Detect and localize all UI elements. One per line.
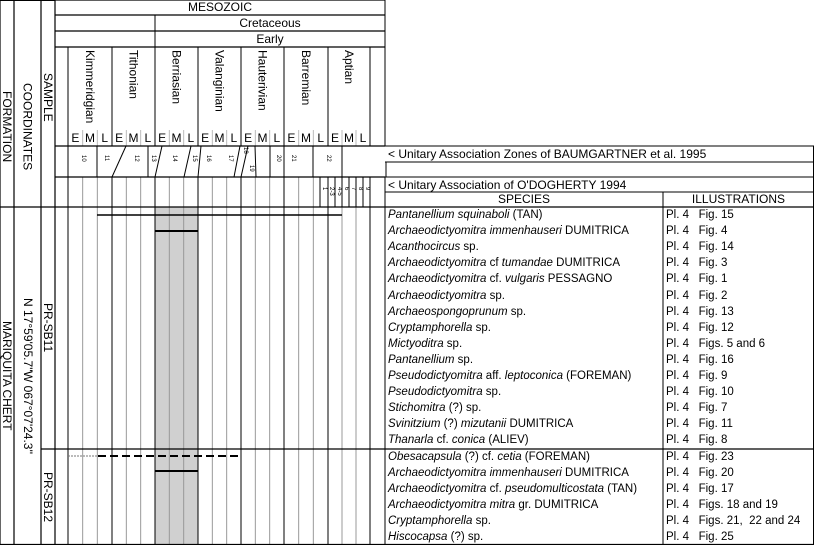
illustration-ref: Pl. 4 Fig. 12 (666, 321, 734, 334)
species-italic: cetia (497, 451, 522, 463)
species-name (388, 288, 505, 304)
species-author: gr. DUMITRICA (515, 499, 599, 511)
species-author: (?) (440, 418, 461, 431)
odogherty-zone-label: 7 (350, 187, 356, 191)
illustration-ref: Pl. 4 Fig. 9 (666, 370, 728, 382)
species-name (388, 336, 462, 352)
species-italic: Pseudodictyomitra (388, 370, 483, 382)
substage-E: E (201, 131, 210, 145)
substage-E: E (115, 131, 124, 145)
species-name (388, 239, 479, 255)
illustration-ref: Pl. 4 Fig. 4 (666, 225, 728, 238)
species-italic: Archaeodictyomitra (388, 273, 487, 286)
period-label: Cretaceous (239, 16, 301, 30)
species-name (388, 368, 631, 384)
species-author: (?) sp. (447, 531, 484, 543)
formation-header: FORMATION (0, 91, 14, 163)
odogherty-zone-label: 4-5 (336, 187, 342, 196)
illustration-ref: Pl. 4 Fig. 11 (666, 418, 733, 431)
baumgartner-legend: < Unitary Association Zones of BAUMGARTNER et al. 1995 (388, 147, 707, 161)
species-author: DUMITRICA (561, 225, 629, 238)
sample-label: PR-SB12 (41, 471, 55, 523)
species-name (388, 352, 473, 368)
species-author: cf. (433, 434, 452, 447)
species-italic: Pantanellium (388, 353, 455, 366)
sample-header: SAMPLE (41, 72, 55, 122)
species-italic: mizutanii (460, 418, 507, 431)
species-author: (TAN) (509, 209, 543, 221)
substage-M: M (84, 131, 95, 145)
coordinates-value (14, 207, 41, 545)
species-author: sp. (443, 337, 463, 350)
substage-L: L (273, 131, 281, 145)
species-name (388, 223, 629, 239)
species-name (388, 449, 590, 465)
substage-M: M (171, 131, 182, 145)
species-italic: Archaeodictyomitra mitra (388, 499, 516, 511)
illustration-ref: Pl. 4 Fig. 3 (666, 257, 728, 270)
baumgartner-zone-label: 16 (205, 155, 211, 162)
stage-hauterivian: Hauterivian (255, 50, 270, 111)
species-name (388, 497, 598, 513)
species-italic: Hiscocapsa (388, 531, 448, 543)
species-name (388, 255, 620, 271)
species-author: sp. (482, 386, 502, 399)
baumgartner-zone-label: 10 (80, 155, 86, 162)
species-author: cf (486, 257, 502, 270)
substage-E: E (287, 131, 296, 145)
substage-L: L (101, 131, 108, 145)
species-author: sp. (472, 515, 491, 527)
baumgartner-zone-label: 11 (103, 155, 109, 162)
stage-barremian: Barremian (299, 50, 313, 106)
illustration-ref: Pl. 4 Fig. 15 (666, 209, 734, 221)
species-author: sp. (486, 289, 505, 302)
species-name (388, 481, 637, 497)
illustration-ref: Pl. 4 Fig. 13 (666, 305, 734, 318)
baumgartner-zone-label: 21 (290, 155, 296, 162)
substage-L: L (144, 131, 152, 145)
stage-kimmeridgian: Kimmeridgian (83, 50, 97, 124)
species-italic: Pantanellium squinaboli (388, 209, 510, 221)
baumgartner-zone-label: 20 (275, 155, 281, 162)
species-italic: Cryptamphorella (388, 515, 473, 527)
baumgartner-zone-label: 15 (191, 155, 197, 162)
species-italic: pseudomulticostata (504, 483, 605, 495)
baumgartner-zone-label: 22 (325, 155, 331, 162)
substage-M: M (128, 131, 139, 145)
odogherty-zone-label: 2-3 (328, 187, 334, 196)
substage-E: E (330, 131, 339, 145)
baumgartner-zone-label: 17 (227, 155, 233, 162)
stage-berriasian: Berriasian (169, 50, 184, 105)
stage-aptian: Aptian (342, 50, 356, 85)
species-italic: Acanthocircus (388, 241, 461, 254)
substage-L: L (230, 131, 238, 145)
coord-n: N 17°59'05.7'' (21, 297, 35, 372)
coord-w: W 067°07'24.3'' (21, 371, 35, 455)
species-italic: Archaeodictyomitra (388, 257, 487, 270)
species-italic: tumandae (501, 257, 553, 270)
species-italic: Archaeodictyomitra immenhauseri (388, 467, 562, 479)
illustration-ref: Pl. 4 Fig. 20 (666, 467, 734, 479)
species-italic: conica (451, 434, 486, 447)
illustration-ref: Pl. 4 Figs. 21, 22 and 24 (666, 515, 801, 527)
illustration-ref: Pl. 4 Fig. 14 (666, 241, 734, 254)
species-author: (ALIEV) (485, 434, 529, 447)
species-author: (FOREMAN) (562, 370, 632, 382)
zone-boundary (255, 146, 256, 177)
species-author: sp. (454, 353, 474, 366)
species-author: aff. (482, 370, 505, 382)
species-name (388, 432, 529, 448)
illustrations-header: ILLUSTRATIONS (691, 192, 786, 206)
odogherty-zone-label: 8 (357, 187, 363, 191)
species-name (388, 207, 542, 223)
species-italic: Cryptamphorella (388, 321, 473, 334)
substage-L: L (359, 131, 367, 145)
odogherty-zone-label: 1 (321, 187, 327, 191)
species-italic: Thanarla (388, 434, 434, 447)
species-author: (TAN) (604, 483, 638, 495)
species-name (388, 465, 629, 481)
species-name (388, 320, 491, 336)
odogherty-zone-label: 9 (364, 187, 370, 191)
illustration-ref: Pl. 4 Fig. 17 (666, 483, 734, 495)
illustration-ref: Pl. 4 Fig. 16 (666, 353, 734, 366)
species-author: cf. (486, 273, 505, 286)
zone-boundary (234, 146, 240, 177)
sample-label: PR-SB11 (41, 303, 55, 353)
coordinates-header: COORDINATES (20, 83, 35, 171)
species-author: (FOREMAN) (521, 451, 590, 463)
substage-E: E (71, 131, 80, 145)
stage-valanginian: Valanginian (212, 50, 227, 112)
species-author: DUMITRICA (552, 257, 621, 270)
substage-L: L (187, 131, 195, 145)
species-italic: Pseudodictyomitra (388, 386, 483, 399)
species-italic: Obesacapsula (388, 451, 462, 463)
illustration-ref: Pl. 4 Fig. 7 (666, 402, 728, 415)
species-italic: Archaeodictyomitra (388, 483, 487, 495)
baumgartner-zone-label: 12 (133, 155, 139, 162)
species-author: sp. (460, 241, 479, 254)
stage-tithonian: Tithonian (126, 50, 141, 99)
species-author: DUMITRICA (561, 467, 629, 479)
species-italic: Archaeodictyomitra immenhauseri (388, 225, 562, 238)
illustration-ref: Pl. 4 Fig. 23 (666, 451, 734, 463)
epoch-label: Early (256, 32, 284, 46)
substage-M: M (257, 131, 268, 145)
illustration-ref: Pl. 4 Figs. 5 and 6 (666, 337, 766, 350)
species-italic: vulgaris (504, 273, 545, 286)
illustration-ref: Pl. 4 Fig. 1 (666, 273, 728, 286)
era-label: MESOZOIC (187, 0, 252, 14)
illustration-ref: Pl. 4 Fig. 25 (666, 531, 734, 543)
baumgartner-zone-label: 18 (242, 147, 248, 154)
zone-boundary (112, 146, 126, 177)
odogherty-legend: < Unitary Association of O'DOGHERTY 1994 (388, 178, 627, 192)
species-name (388, 271, 612, 287)
formation-name: MARIQUITA CHERT (0, 321, 14, 431)
species-italic: Stichomitra (388, 402, 446, 415)
substage-L: L (317, 131, 324, 145)
species-author: cf. (486, 483, 505, 495)
illustration-ref: Pl. 4 Fig. 2 (666, 289, 728, 302)
species-author: PESSAGNO (544, 273, 613, 286)
species-name (388, 529, 483, 545)
zone-boundary (155, 146, 162, 177)
species-author: sp. (507, 305, 527, 318)
species-author: (?) sp. (445, 402, 482, 415)
species-italic: Archaeospongoprunum (388, 305, 508, 318)
species-name (388, 416, 573, 432)
substage-M: M (214, 131, 225, 145)
illustration-ref: Pl. 4 Fig. 8 (666, 434, 728, 447)
baumgartner-zone-label: 13 (150, 155, 156, 162)
zone-boundary (198, 146, 201, 177)
species-italic: Svinitzium (388, 418, 441, 431)
odogherty-zone-label: 6 (343, 187, 349, 191)
species-name (388, 304, 526, 320)
species-author: (?) cf. (461, 451, 498, 463)
baumgartner-zone-label: 19 (248, 165, 254, 172)
species-name (388, 513, 491, 529)
species-author: sp. (472, 321, 491, 334)
species-name (388, 384, 501, 400)
species-italic: Archaeodictyomitra (388, 289, 487, 302)
species-author: DUMITRICA (506, 418, 574, 431)
substage-E: E (158, 131, 167, 145)
zone-boundary (184, 146, 191, 177)
substage-M: M (344, 131, 354, 145)
substage-M: M (300, 131, 311, 145)
illustration-ref: Pl. 4 Fig. 10 (666, 386, 734, 399)
species-header: SPECIES (497, 192, 551, 206)
species-italic: Mictyoditra (388, 337, 444, 350)
species-italic: leptoconica (504, 370, 563, 382)
berriasian-range-shade (155, 207, 198, 545)
substage-E: E (244, 131, 253, 145)
species-name (388, 400, 481, 416)
illustration-ref: Pl. 4 Figs. 18 and 19 (666, 499, 778, 511)
baumgartner-zone-label: 14 (171, 155, 177, 162)
